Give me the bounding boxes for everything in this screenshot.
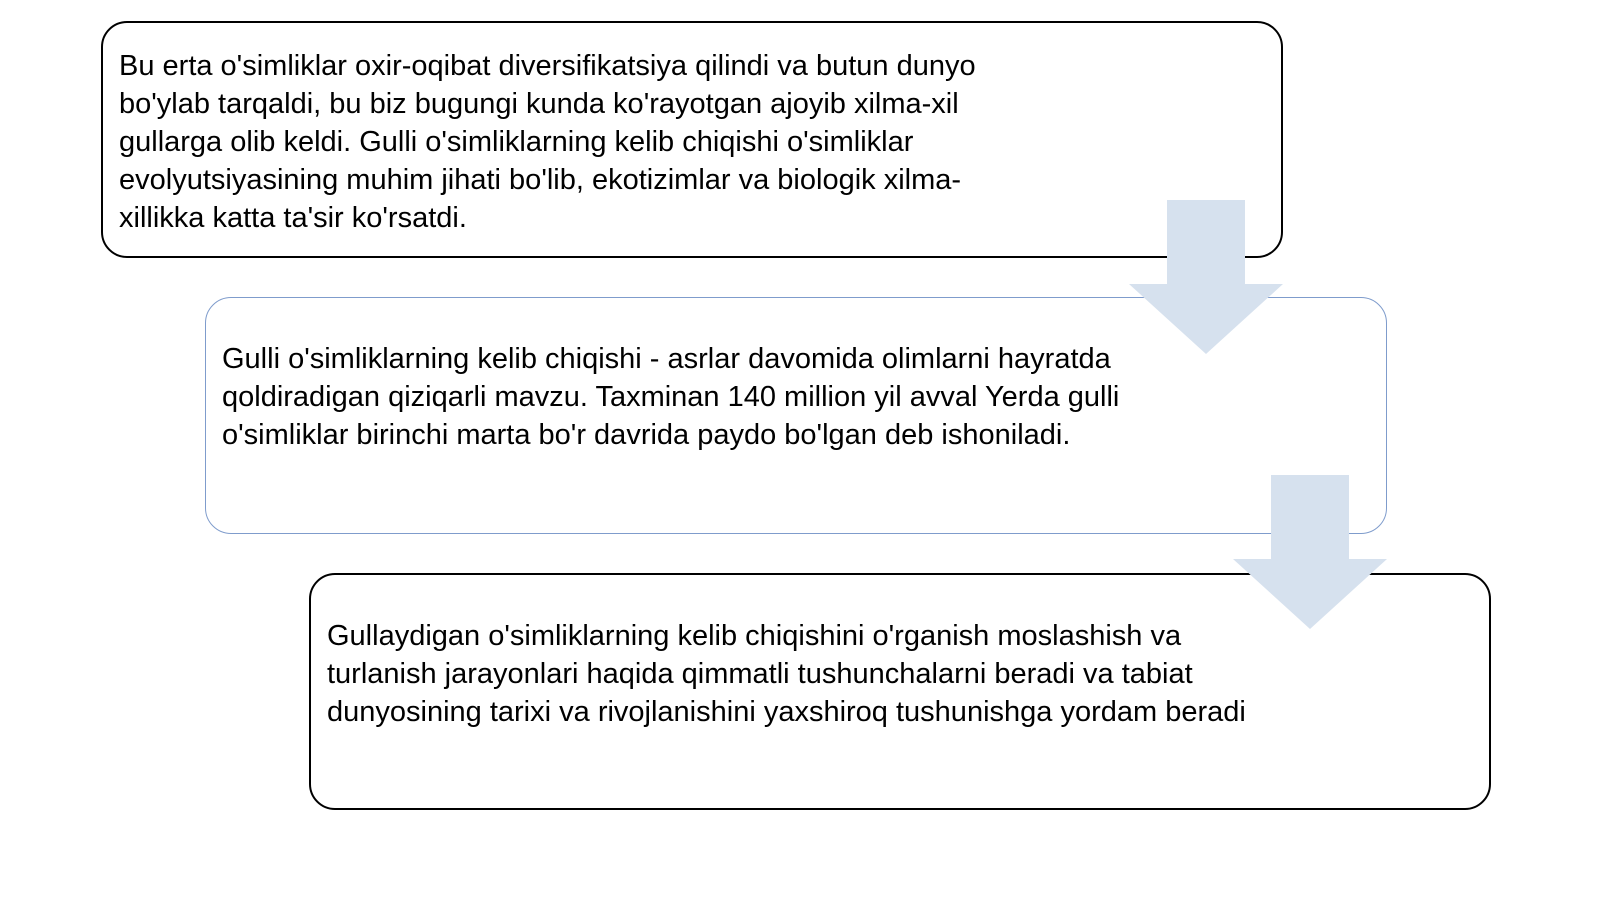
step-2-text: Gulli o'simliklarning kelib chiqishi - asrlar davomida olimlarni hayratda qoldiradigan qiziqarli mavzu. Taxminan 140 million yil avval Yerda gulli o'simliklar birinchi marta bo'r davrida paydo bo'lgan deb ishoniladi.: [222, 343, 1120, 451]
down-arrow-icon: [1129, 200, 1283, 354]
step-3-text: Gullaydigan o'simliklarning kelib chiqishini o'rganish moslashish va turlanish jarayonlari haqida qimmatli tushunchalarni beradi va tabiat dunyosining tarixi va rivojlanishini yaxshiroq tushunishga yordam beradi: [327, 620, 1246, 728]
step-1-text: Bu erta o'simliklar oxir-oqibat diversifikatsiya qilindi va butun dunyo bo'ylab tarqaldi, bu biz bugungi kunda ko'rayotgan ajoyib xilma-xil gullarga olib keldi. Gulli o'simliklarning kelib chiqishi o'simliklar evolyutsiyasining muhim jihati bo'lib, ekotizimlar va biologik xilma-xillikka katta ta'sir ko'rsatdi.: [119, 50, 976, 234]
down-arrow-icon: [1233, 475, 1387, 629]
step-box-1: [101, 21, 1283, 258]
